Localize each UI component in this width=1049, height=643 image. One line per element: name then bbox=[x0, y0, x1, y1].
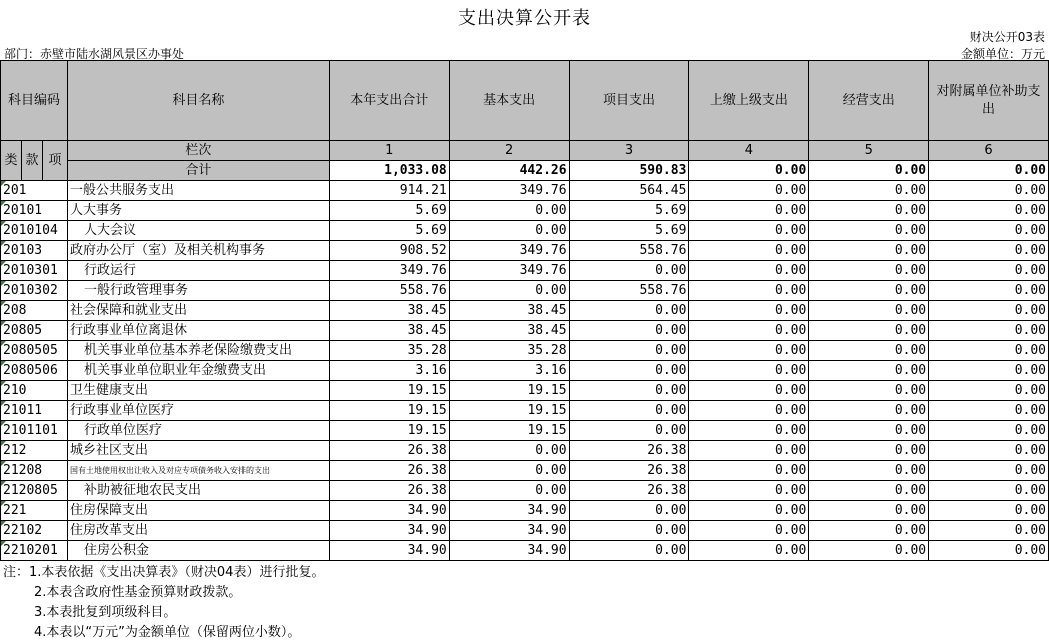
table-row bbox=[1, 241, 1049, 261]
header-lei: 类 bbox=[1, 141, 22, 181]
amount-cell: 0.00 bbox=[569, 341, 689, 361]
subject-code-cell: 20101 bbox=[1, 201, 68, 221]
amount-cell: 34.90 bbox=[449, 501, 569, 521]
subject-name-cell: 住房公积金 bbox=[67, 541, 329, 561]
amount-cell: 0.00 bbox=[929, 481, 1049, 501]
table-row bbox=[1, 301, 1049, 321]
subject-name-cell: 一般行政管理事务 bbox=[67, 281, 329, 301]
amount-cell: 0.00 bbox=[809, 261, 929, 281]
amount-cell: 0.00 bbox=[929, 201, 1049, 221]
subject-name-cell: 国有土地使用权出让收入及对应专项债务收入安排的支出 bbox=[67, 461, 329, 481]
header-project: 项目支出 bbox=[569, 61, 689, 141]
amount-cell: 0.00 bbox=[809, 361, 929, 381]
amount-cell: 0.00 bbox=[449, 221, 569, 241]
form-code: 财决公开03表 bbox=[969, 30, 1045, 44]
col-num-3: 3 bbox=[569, 141, 689, 161]
subject-name-cell: 一般公共服务支出 bbox=[67, 181, 329, 201]
amount-cell: 0.00 bbox=[689, 421, 809, 441]
total-cell: 590.83 bbox=[569, 161, 689, 181]
amount-cell: 0.00 bbox=[569, 421, 689, 441]
note-line: 3.本表批复到项级科目。 bbox=[34, 605, 177, 620]
amount-cell: 0.00 bbox=[689, 201, 809, 221]
subject-name-cell: 城乡社区支出 bbox=[67, 441, 329, 461]
amount-cell: 19.15 bbox=[329, 381, 449, 401]
table-row bbox=[1, 281, 1049, 301]
amount-cell: 0.00 bbox=[809, 421, 929, 441]
amount-cell: 558.76 bbox=[329, 281, 449, 301]
amount-cell: 26.38 bbox=[329, 441, 449, 461]
amount-cell: 35.28 bbox=[329, 341, 449, 361]
subject-code-cell: 2101101 bbox=[1, 421, 68, 441]
amount-cell: 0.00 bbox=[689, 481, 809, 501]
amount-cell: 0.00 bbox=[809, 301, 929, 321]
amount-cell: 0.00 bbox=[809, 201, 929, 221]
amount-cell: 5.69 bbox=[329, 201, 449, 221]
header-total: 本年支出合计 bbox=[329, 61, 449, 141]
table-row bbox=[1, 181, 1049, 201]
subject-code-cell: 2210201 bbox=[1, 541, 68, 561]
amount-cell: 0.00 bbox=[929, 261, 1049, 281]
amount-cell: 0.00 bbox=[929, 341, 1049, 361]
amount-cell: 0.00 bbox=[689, 501, 809, 521]
amount-cell: 26.38 bbox=[329, 481, 449, 501]
table-row bbox=[1, 541, 1049, 561]
amount-cell: 0.00 bbox=[809, 401, 929, 421]
total-cell: 0.00 bbox=[809, 161, 929, 181]
amount-cell: 0.00 bbox=[689, 401, 809, 421]
subject-name-cell: 人大事务 bbox=[67, 201, 329, 221]
subject-code-cell: 208 bbox=[1, 301, 68, 321]
amount-cell: 0.00 bbox=[689, 321, 809, 341]
amount-cell: 564.45 bbox=[569, 181, 689, 201]
amount-cell: 0.00 bbox=[809, 281, 929, 301]
header-basic: 基本支出 bbox=[449, 61, 569, 141]
subject-name-cell: 社会保障和就业支出 bbox=[67, 301, 329, 321]
amount-cell: 0.00 bbox=[689, 541, 809, 561]
amount-cell: 0.00 bbox=[809, 221, 929, 241]
amount-cell: 19.15 bbox=[449, 401, 569, 421]
amount-cell: 38.45 bbox=[329, 301, 449, 321]
table-row bbox=[1, 461, 1049, 481]
subject-code-cell: 2080506 bbox=[1, 361, 68, 381]
amount-cell: 0.00 bbox=[449, 481, 569, 501]
amount-cell: 5.69 bbox=[569, 201, 689, 221]
subject-code-cell: 21011 bbox=[1, 401, 68, 421]
amount-cell: 908.52 bbox=[329, 241, 449, 261]
amount-cell: 0.00 bbox=[689, 261, 809, 281]
amount-cell: 0.00 bbox=[809, 341, 929, 361]
amount-cell: 0.00 bbox=[929, 381, 1049, 401]
amount-cell: 0.00 bbox=[809, 481, 929, 501]
amount-cell: 5.69 bbox=[329, 221, 449, 241]
amount-cell: 558.76 bbox=[569, 241, 689, 261]
subject-code-cell: 2120805 bbox=[1, 481, 68, 501]
table-row bbox=[1, 221, 1049, 241]
header-subject-code: 科目编码 bbox=[1, 61, 68, 141]
amount-cell: 558.76 bbox=[569, 281, 689, 301]
subject-name-cell: 机关事业单位基本养老保险缴费支出 bbox=[67, 341, 329, 361]
amount-cell: 35.28 bbox=[449, 341, 569, 361]
table-row bbox=[1, 521, 1049, 541]
report-title: 支出决算公开表 bbox=[458, 8, 591, 29]
expenditure-table bbox=[0, 60, 1049, 561]
amount-cell: 0.00 bbox=[569, 381, 689, 401]
subject-name-cell: 住房保障支出 bbox=[67, 501, 329, 521]
amount-cell: 19.15 bbox=[329, 421, 449, 441]
amount-cell: 0.00 bbox=[929, 501, 1049, 521]
subject-name-cell: 补助被征地农民支出 bbox=[67, 481, 329, 501]
subject-name-cell: 政府办公厅（室）及相关机构事务 bbox=[67, 241, 329, 261]
total-cell: 0.00 bbox=[929, 161, 1049, 181]
subject-code-cell: 221 bbox=[1, 501, 68, 521]
amount-cell: 0.00 bbox=[689, 381, 809, 401]
subject-code-cell: 22102 bbox=[1, 521, 68, 541]
amount-cell: 26.38 bbox=[569, 481, 689, 501]
subject-code-cell: 212 bbox=[1, 441, 68, 461]
table-row bbox=[1, 401, 1049, 421]
amount-cell: 0.00 bbox=[929, 521, 1049, 541]
total-row bbox=[1, 161, 1049, 181]
amount-cell: 34.90 bbox=[329, 521, 449, 541]
amount-cell: 0.00 bbox=[809, 441, 929, 461]
subject-name-cell: 行政运行 bbox=[67, 261, 329, 281]
amount-cell: 5.69 bbox=[569, 221, 689, 241]
subject-code-cell: 210 bbox=[1, 381, 68, 401]
amount-cell: 0.00 bbox=[449, 441, 569, 461]
subject-name-cell: 行政事业单位医疗 bbox=[67, 401, 329, 421]
note-line: 4.本表以“万元”为金额单位（保留两位小数）。 bbox=[34, 625, 301, 640]
note-line: 注：1.本表依据《支出决算表》（财决04表）进行批复。 bbox=[3, 565, 325, 580]
amount-cell: 0.00 bbox=[929, 461, 1049, 481]
subject-code-cell: 2010302 bbox=[1, 281, 68, 301]
amount-cell: 0.00 bbox=[809, 521, 929, 541]
table-row bbox=[1, 421, 1049, 441]
subject-name-cell: 行政单位医疗 bbox=[67, 421, 329, 441]
amount-cell: 0.00 bbox=[929, 221, 1049, 241]
amount-cell: 0.00 bbox=[809, 501, 929, 521]
subject-code-cell: 20805 bbox=[1, 321, 68, 341]
table-row bbox=[1, 481, 1049, 501]
department-label: 部门：赤壁市陆水湖风景区办事处 bbox=[4, 47, 185, 61]
amount-cell: 0.00 bbox=[689, 281, 809, 301]
table-row bbox=[1, 341, 1049, 361]
col-num-2: 2 bbox=[449, 141, 569, 161]
amount-cell: 0.00 bbox=[689, 301, 809, 321]
amount-cell: 19.15 bbox=[449, 421, 569, 441]
amount-cell: 0.00 bbox=[929, 401, 1049, 421]
subject-code-cell: 2080505 bbox=[1, 341, 68, 361]
amount-cell: 0.00 bbox=[689, 361, 809, 381]
amount-cell: 0.00 bbox=[689, 181, 809, 201]
amount-cell: 0.00 bbox=[929, 441, 1049, 461]
note-line: 2.本表含政府性基金预算财政拨款。 bbox=[34, 585, 242, 600]
subject-code-cell: 20103 bbox=[1, 241, 68, 261]
unit-label: 金额单位：万元 bbox=[960, 47, 1045, 61]
amount-cell: 0.00 bbox=[809, 241, 929, 261]
amount-cell: 34.90 bbox=[449, 521, 569, 541]
header-subsidy: 对附属单位补助支出 bbox=[929, 61, 1049, 141]
amount-cell: 26.38 bbox=[569, 461, 689, 481]
amount-cell: 914.21 bbox=[329, 181, 449, 201]
lanci-row bbox=[1, 141, 1049, 161]
header-upper: 上缴上级支出 bbox=[689, 61, 809, 141]
amount-cell: 0.00 bbox=[689, 221, 809, 241]
amount-cell: 349.76 bbox=[449, 261, 569, 281]
header-kuan: 款 bbox=[21, 141, 42, 181]
table-row bbox=[1, 201, 1049, 221]
subject-code-cell: 2010301 bbox=[1, 261, 68, 281]
amount-cell: 0.00 bbox=[929, 301, 1049, 321]
subject-code-cell: 21208 bbox=[1, 461, 68, 481]
header-xiang: 项 bbox=[42, 141, 67, 181]
amount-cell: 0.00 bbox=[929, 541, 1049, 561]
header-heji: 合计 bbox=[67, 161, 329, 181]
amount-cell: 34.90 bbox=[329, 541, 449, 561]
amount-cell: 34.90 bbox=[449, 541, 569, 561]
amount-cell: 26.38 bbox=[329, 461, 449, 481]
amount-cell: 0.00 bbox=[569, 361, 689, 381]
amount-cell: 38.45 bbox=[449, 301, 569, 321]
amount-cell: 0.00 bbox=[929, 421, 1049, 441]
subject-code-cell: 201 bbox=[1, 181, 68, 201]
amount-cell: 0.00 bbox=[449, 461, 569, 481]
amount-cell: 38.45 bbox=[329, 321, 449, 341]
amount-cell: 0.00 bbox=[929, 321, 1049, 341]
amount-cell: 0.00 bbox=[449, 281, 569, 301]
amount-cell: 0.00 bbox=[569, 301, 689, 321]
table-row bbox=[1, 321, 1049, 341]
amount-cell: 38.45 bbox=[449, 321, 569, 341]
amount-cell: 0.00 bbox=[929, 181, 1049, 201]
subject-name-cell: 人大会议 bbox=[67, 221, 329, 241]
col-num-4: 4 bbox=[689, 141, 809, 161]
header-lanci: 栏次 bbox=[67, 141, 329, 161]
subject-name-cell: 卫生健康支出 bbox=[67, 381, 329, 401]
amount-cell: 0.00 bbox=[569, 521, 689, 541]
amount-cell: 0.00 bbox=[929, 281, 1049, 301]
table-row bbox=[1, 501, 1049, 521]
amount-cell: 19.15 bbox=[329, 401, 449, 421]
col-num-1: 1 bbox=[329, 141, 449, 161]
total-cell: 0.00 bbox=[689, 161, 809, 181]
amount-cell: 0.00 bbox=[929, 361, 1049, 381]
amount-cell: 3.16 bbox=[329, 361, 449, 381]
amount-cell: 34.90 bbox=[329, 501, 449, 521]
header-business: 经营支出 bbox=[809, 61, 929, 141]
amount-cell: 0.00 bbox=[809, 461, 929, 481]
amount-cell: 0.00 bbox=[689, 341, 809, 361]
subject-code-cell: 2010104 bbox=[1, 221, 68, 241]
table-row bbox=[1, 381, 1049, 401]
amount-cell: 0.00 bbox=[569, 541, 689, 561]
amount-cell: 0.00 bbox=[929, 241, 1049, 261]
amount-cell: 349.76 bbox=[329, 261, 449, 281]
total-cell: 1,033.08 bbox=[329, 161, 449, 181]
amount-cell: 3.16 bbox=[449, 361, 569, 381]
col-num-6: 6 bbox=[929, 141, 1049, 161]
amount-cell: 0.00 bbox=[809, 321, 929, 341]
table-row bbox=[1, 361, 1049, 381]
notes bbox=[0, 563, 324, 643]
amount-cell: 19.15 bbox=[449, 381, 569, 401]
amount-cell: 0.00 bbox=[809, 541, 929, 561]
amount-cell: 349.76 bbox=[449, 181, 569, 201]
table-row bbox=[1, 261, 1049, 281]
total-cell: 442.26 bbox=[449, 161, 569, 181]
header-subject-name: 科目名称 bbox=[67, 61, 329, 141]
amount-cell: 0.00 bbox=[569, 261, 689, 281]
amount-cell: 0.00 bbox=[569, 321, 689, 341]
subject-name-cell: 行政事业单位离退休 bbox=[67, 321, 329, 341]
amount-cell: 349.76 bbox=[449, 241, 569, 261]
amount-cell: 0.00 bbox=[809, 381, 929, 401]
amount-cell: 0.00 bbox=[689, 461, 809, 481]
subject-name-cell: 住房改革支出 bbox=[67, 521, 329, 541]
amount-cell: 0.00 bbox=[449, 201, 569, 221]
amount-cell: 0.00 bbox=[569, 501, 689, 521]
amount-cell: 0.00 bbox=[689, 441, 809, 461]
amount-cell: 0.00 bbox=[689, 521, 809, 541]
amount-cell: 0.00 bbox=[689, 241, 809, 261]
header-row bbox=[1, 61, 1049, 141]
amount-cell: 0.00 bbox=[809, 181, 929, 201]
table-row bbox=[1, 441, 1049, 461]
amount-cell: 0.00 bbox=[569, 401, 689, 421]
amount-cell: 26.38 bbox=[569, 441, 689, 461]
subject-name-cell: 机关事业单位职业年金缴费支出 bbox=[67, 361, 329, 381]
col-num-5: 5 bbox=[809, 141, 929, 161]
